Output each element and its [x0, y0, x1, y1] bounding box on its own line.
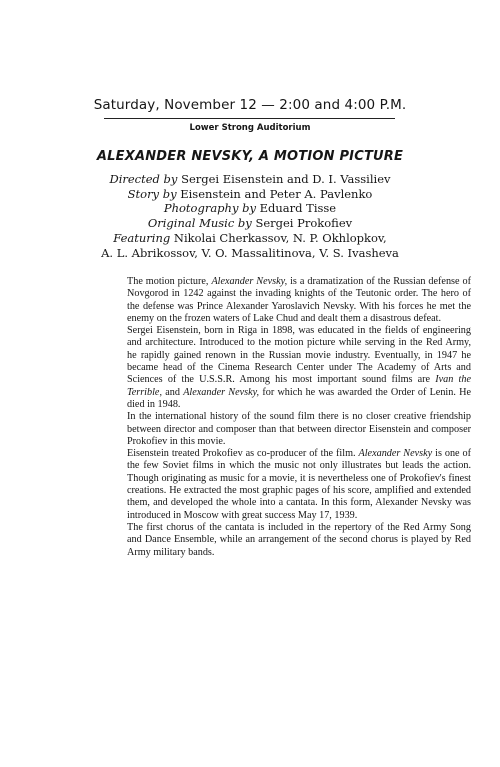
credit-line — [0, 216, 500, 231]
text-run: In the international history of the sound film there is no closer creative friendship between director and composer than that between director Eisenstein and composer Prokofiev in this movie. — [127, 411, 471, 447]
body-paragraph — [127, 522, 471, 559]
credit-role: Original Music by — [147, 216, 252, 231]
program-title: ALEXANDER NEVSKY, A MOTION PICTURE — [96, 149, 404, 164]
text-run: is one of the few Soviet films in which the music not only illustrates but leads the action. Though originating as music for a movie, it is nevertheless one of Prokofiev's finest creations. He extracted the most graphic pages of his score, amplified and extended them, and developed the whole into a cantata. In this form, Alexander Nevsky was introduced in Moscow with great success May 17, 1939. — [127, 448, 472, 521]
credit-role: Story by — [127, 186, 177, 201]
text-run: Eisenstein treated Prokofiev as co-producer of the film. — [127, 448, 359, 460]
credit-role: Featuring — [113, 230, 171, 245]
credit-names: Eisenstein and Peter A. Pavlenko — [180, 186, 373, 201]
italic-title-run: Alexander Nevsky — [358, 448, 433, 460]
credits-block — [0, 172, 500, 260]
text-run: for which he was awarded the Order of Lenin. He died in 1948. — [127, 386, 471, 410]
text-run: is a dramatization of the Russian defense of Novgorod in 1242 against the invading knights of the Teutonic order. The hero of the defense was Prince Alexander Yaroslavich Nevsky. With his forces he met the enemy on the frozen waters of Lake Chud and dealt them a disastrous defeat. — [127, 276, 471, 324]
text-run: Sergei Eisenstein, born in Riga in 1898, was educated in the fields of engineering and architecture. Introduced to the motion picture while serving in the Red Army, he rapidly gained renown in the Russian movie industry. Eventually, in 1947 he became head of the Cinema Research Center under The Academy of Arts and Sciences of the U.S.S.R. Among his most important sound films are — [127, 325, 471, 386]
header-divider — [104, 118, 395, 119]
body-paragraph — [127, 325, 471, 411]
body-paragraph — [127, 276, 471, 325]
body-paragraph — [127, 411, 471, 448]
event-venue: Lower Strong Auditorium — [189, 123, 311, 133]
credit-line — [0, 201, 500, 216]
event-date-time: Saturday, November 12 — 2:00 and 4:00 P.M. — [93, 97, 407, 113]
text-run: and — [162, 386, 184, 398]
credit-names: Nikolai Cherkassov, N. P. Okhlopkov, — [173, 230, 387, 245]
italic-title-run: Alexander Nevsky, — [183, 386, 260, 398]
text-run: The first chorus of the cantata is included in the repertory of the Red Army Song and Dance Ensemble, while an arrangement of the second chorus is played by Red Army military bands. — [127, 521, 471, 558]
text-run: The motion picture, — [127, 276, 212, 287]
credit-names: Sergei Eisenstein and D. I. Vassiliev — [181, 172, 391, 186]
credit-role: Directed by — [109, 172, 178, 186]
credit-names: Eduard Tisse — [259, 201, 337, 216]
credit-line — [0, 231, 500, 246]
credit-names: Sergei Prokofiev — [255, 216, 353, 231]
body-paragraph — [127, 448, 471, 522]
credit-role: Photography by — [163, 201, 256, 216]
italic-title-run: Ivan the Terrible, — [127, 374, 471, 398]
italic-title-run: Alexander Nevsky, — [211, 276, 288, 287]
credit-line — [0, 187, 500, 202]
program-notes — [127, 276, 471, 559]
credit-line — [0, 246, 500, 261]
credit-names: A. L. Abrikossov, V. O. Massalitinova, V. S. Ivasheva — [101, 245, 399, 260]
credit-line — [0, 172, 500, 187]
